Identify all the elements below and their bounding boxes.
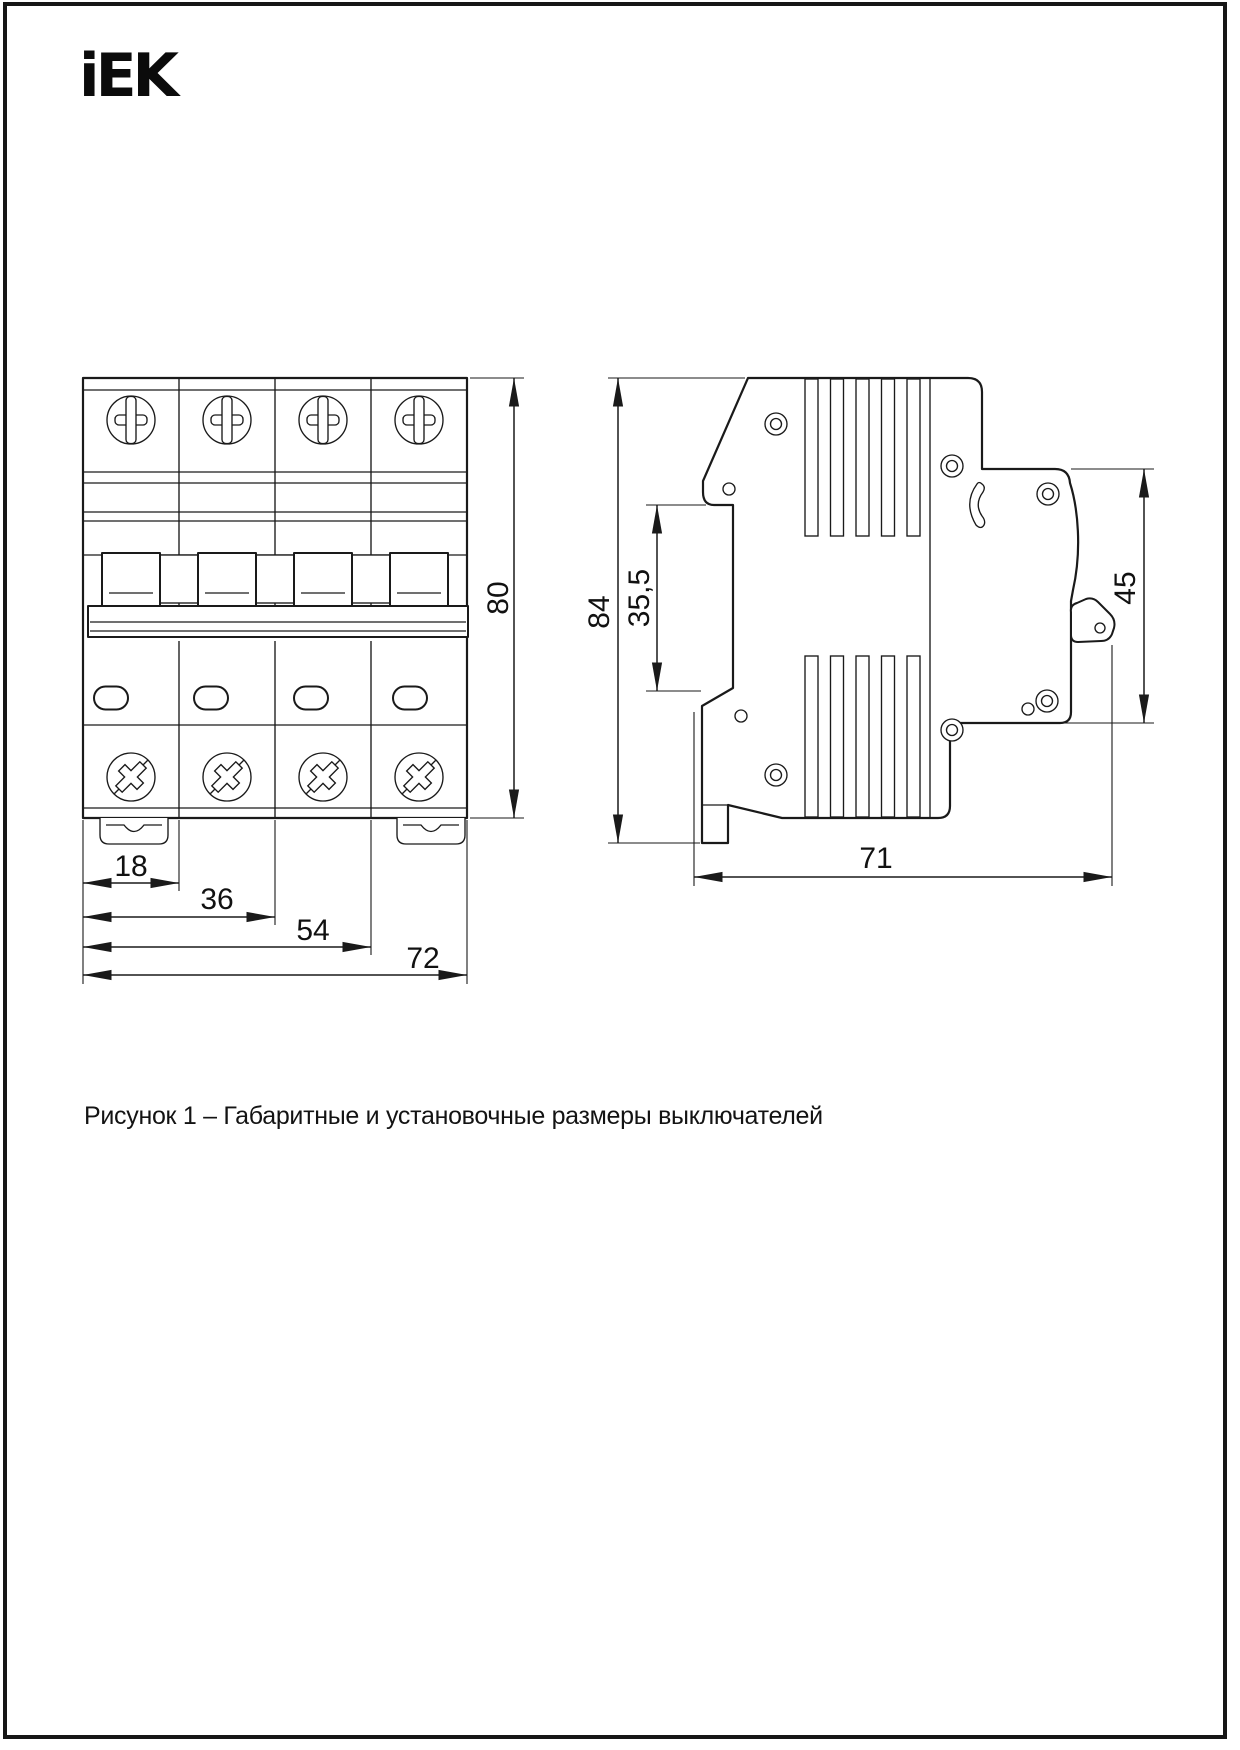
figure-caption: Рисунок 1 – Габаритные и установочные размеры выключателей <box>84 1102 823 1130</box>
dim-front-protrusion: 45 <box>1109 571 1142 605</box>
toggle-tie-bar <box>88 606 468 637</box>
dim-depth: 71 <box>859 842 893 875</box>
dim-module-width: 18 <box>114 850 148 883</box>
iek-logo: iEK <box>79 41 176 111</box>
side-view-drawing <box>583 378 1154 886</box>
dim-front-height: 80 <box>482 581 515 615</box>
dim-three-modules: 54 <box>296 914 330 947</box>
dim-two-modules: 36 <box>200 883 234 916</box>
toggle-lever-side <box>1071 598 1115 642</box>
front-view-drawing <box>83 378 524 984</box>
dim-total-width: 72 <box>406 942 440 975</box>
dim-side-height: 84 <box>583 595 616 629</box>
dim-din-recess: 35,5 <box>623 568 656 628</box>
